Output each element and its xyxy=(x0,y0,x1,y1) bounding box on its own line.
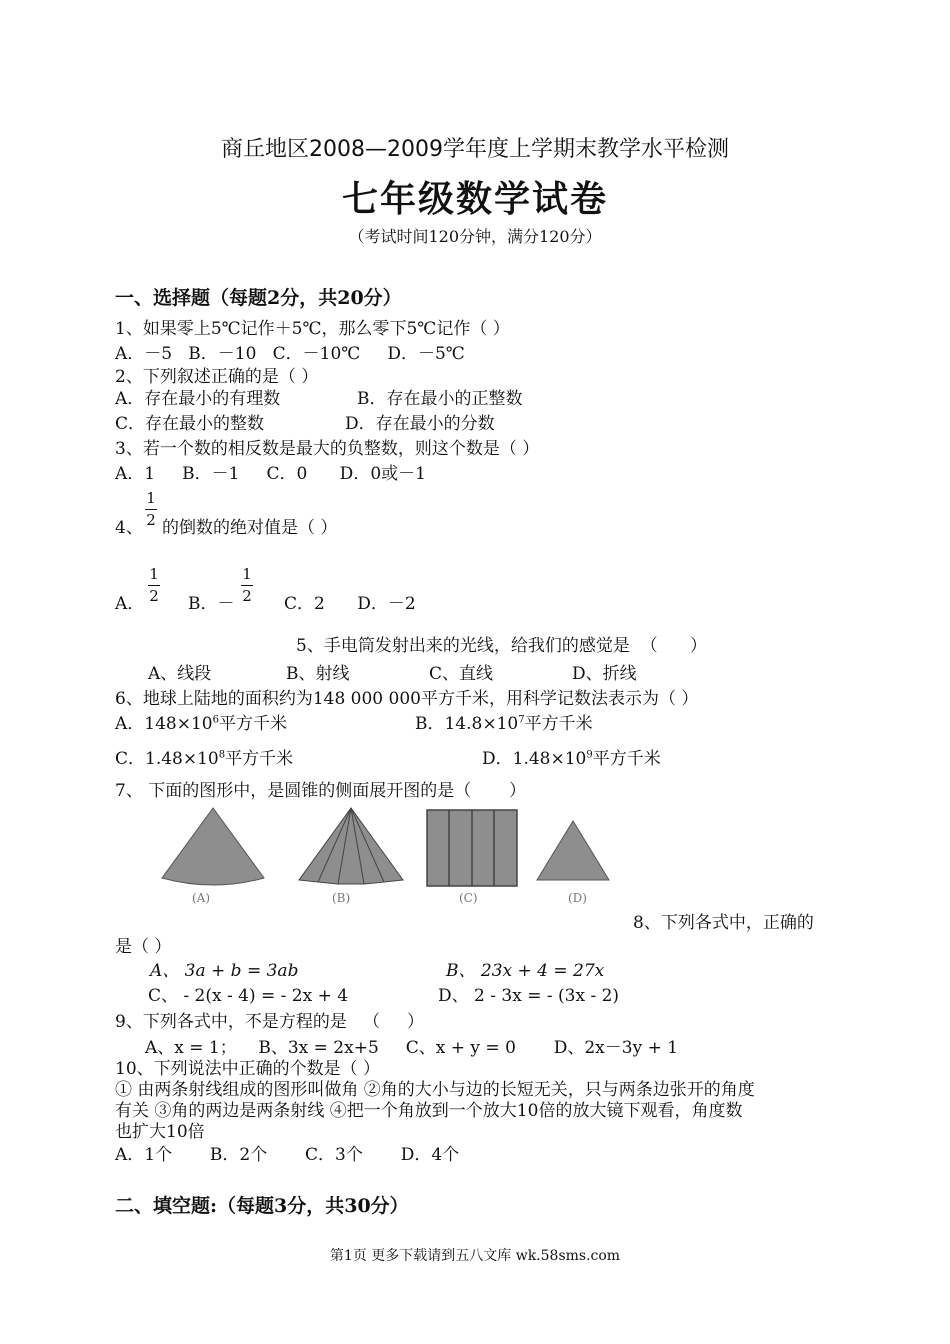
q6-stem: 6、地球上陆地的面积约为148 000 000平方千米，用科学记数法表示为（ ） xyxy=(115,689,699,709)
q6-option-b-base: B．14.8×10 xyxy=(415,714,519,734)
q6-option-d-exponent: 9 xyxy=(586,749,593,761)
section-heading-fill-in: 二、填空题:（每题3分，共30分） xyxy=(115,1195,409,1217)
q4-option-a-fraction xyxy=(148,566,160,605)
q3-options: A．1 B．－1 C．0 D．0或－1 xyxy=(115,464,426,484)
exam-region-header: 商丘地区2008—2009学年度上学期末教学水平检测 xyxy=(221,137,729,162)
q1-options: A．－5 B．－10 C．－10℃ D．－5℃ xyxy=(115,344,465,364)
q4-option-b-numerator: 1 xyxy=(242,565,252,583)
figure-b-caption: (B) xyxy=(332,891,351,905)
q5-stem: 5、手电筒发射出来的光线，给我们的感觉是 （ ） xyxy=(296,636,708,656)
exam-title: 七年级数学试卷 xyxy=(341,179,608,220)
q2-option-b: B．存在最小的正整数 xyxy=(357,389,523,409)
q2-option-d: D．存在最小的分数 xyxy=(345,414,495,434)
q4-option-b-denominator: 2 xyxy=(242,587,252,605)
figure-a-caption: (A) xyxy=(192,891,211,905)
section-heading-choice: 一、选择题（每题2分，共20分） xyxy=(115,287,402,309)
q6-option-c-unit: 平方千米 xyxy=(225,749,294,769)
q8-stem-start: 是（ ） xyxy=(115,937,172,957)
q6-option-d xyxy=(482,748,661,770)
q6-option-b-exponent: 7 xyxy=(518,714,525,726)
figure-c-caption: (C) xyxy=(459,891,478,905)
figure-d-caption: (D) xyxy=(568,891,587,905)
q5-option-c: C、直线 xyxy=(429,664,494,684)
q4-fraction-denominator: 2 xyxy=(146,511,156,529)
page-footer: 第1页 更多下载请到五八文库 wk.58sms.com xyxy=(329,1248,621,1264)
q4-option-b-label: B．－ xyxy=(188,594,235,614)
exam-subtitle: （考试时间120分钟，满分120分） xyxy=(348,227,602,246)
q4-fraction-numerator: 1 xyxy=(146,489,156,507)
q4-fraction xyxy=(145,490,157,529)
q9-stem: 9、下列各式中，不是方程的是 （ ） xyxy=(115,1012,425,1032)
q8-option-d: D、 2 - 3x = - (3x - 2) xyxy=(438,986,620,1006)
q1-stem: 1、如果零上5℃记作＋5℃，那么零下5℃记作（ ） xyxy=(115,319,510,339)
q4-stem: 的倒数的绝对值是（ ） xyxy=(162,518,338,538)
q6-option-c-exponent: 8 xyxy=(218,749,226,761)
figure-b-pyramid-net xyxy=(296,806,406,886)
q7-stem: 7、 下面的图形中，是圆锥的侧面展开图的是（ ） xyxy=(115,781,527,801)
fraction-bar xyxy=(148,585,160,586)
q2-option-c: C．存在最小的整数 xyxy=(115,414,265,434)
figure-d-triangle xyxy=(535,818,615,884)
q6-option-c xyxy=(115,748,293,770)
q2-stem: 2、下列叙述正确的是（ ） xyxy=(115,367,319,387)
fraction-bar xyxy=(241,585,253,586)
q3-stem: 3、若一个数的相反数是最大的负整数，则这个数是（ ） xyxy=(115,439,540,459)
q4-option-a-denominator: 2 xyxy=(149,587,159,605)
q10-stem: 10、下列说法中正确的个数是（ ） xyxy=(115,1059,381,1079)
q9-options: A、x = 1； B、3x = 2x+5 C、x + y = 0 D、2x－3y + 1 xyxy=(145,1038,679,1058)
q4-options-cd: C．2 D．－2 xyxy=(284,594,416,614)
q6-option-d-base: D．1.48×10 xyxy=(482,749,587,769)
figure-c-rectangle-net xyxy=(425,808,521,890)
q6-option-a xyxy=(115,713,287,735)
q6-option-b xyxy=(415,713,593,735)
q10-options: A．1个 B．2个 C．3个 D．4个 xyxy=(115,1145,460,1165)
q4-option-a-label: A． xyxy=(115,594,145,614)
q4-option-b-fraction xyxy=(241,566,253,605)
q5-option-b: B、射线 xyxy=(286,664,350,684)
q10-statement-line-2: 有关 ③角的两边是两条射线 ④把一个角放到一个放大10倍的放大镜下观看，角度数 xyxy=(115,1101,743,1121)
q8-option-a: A、 3a + b = 3ab xyxy=(150,961,299,981)
figure-a-sector xyxy=(158,806,268,886)
q4-option-a-numerator: 1 xyxy=(149,565,159,583)
q2-option-a: A．存在最小的有理数 xyxy=(115,389,281,409)
q5-option-a: A、线段 xyxy=(148,664,212,684)
q6-option-a-exponent: 6 xyxy=(212,714,219,726)
fraction-bar xyxy=(145,509,157,510)
q6-option-a-unit: 平方千米 xyxy=(218,714,287,734)
q10-statement-line-1: ① 由两条射线组成的图形叫做角 ②角的大小与边的长短无关，只与两条边张开的角度 xyxy=(115,1080,755,1100)
q10-statement-line-3: 也扩大10倍 xyxy=(115,1122,205,1142)
q6-option-a-base: A．148×10 xyxy=(115,714,213,734)
q5-option-d: D、折线 xyxy=(572,664,637,684)
q8-option-b: B、 23x + 4 = 27x xyxy=(446,961,605,981)
q6-option-c-base: C．1.48×10 xyxy=(115,749,219,769)
q8-stem-end: 8、下列各式中，正确的 xyxy=(633,913,814,933)
q6-option-b-unit: 平方千米 xyxy=(524,714,593,734)
q8-option-c: C、 - 2(x - 4) = - 2x + 4 xyxy=(148,986,349,1006)
q4-number: 4、 xyxy=(115,518,143,538)
q6-option-d-unit: 平方千米 xyxy=(592,749,661,769)
